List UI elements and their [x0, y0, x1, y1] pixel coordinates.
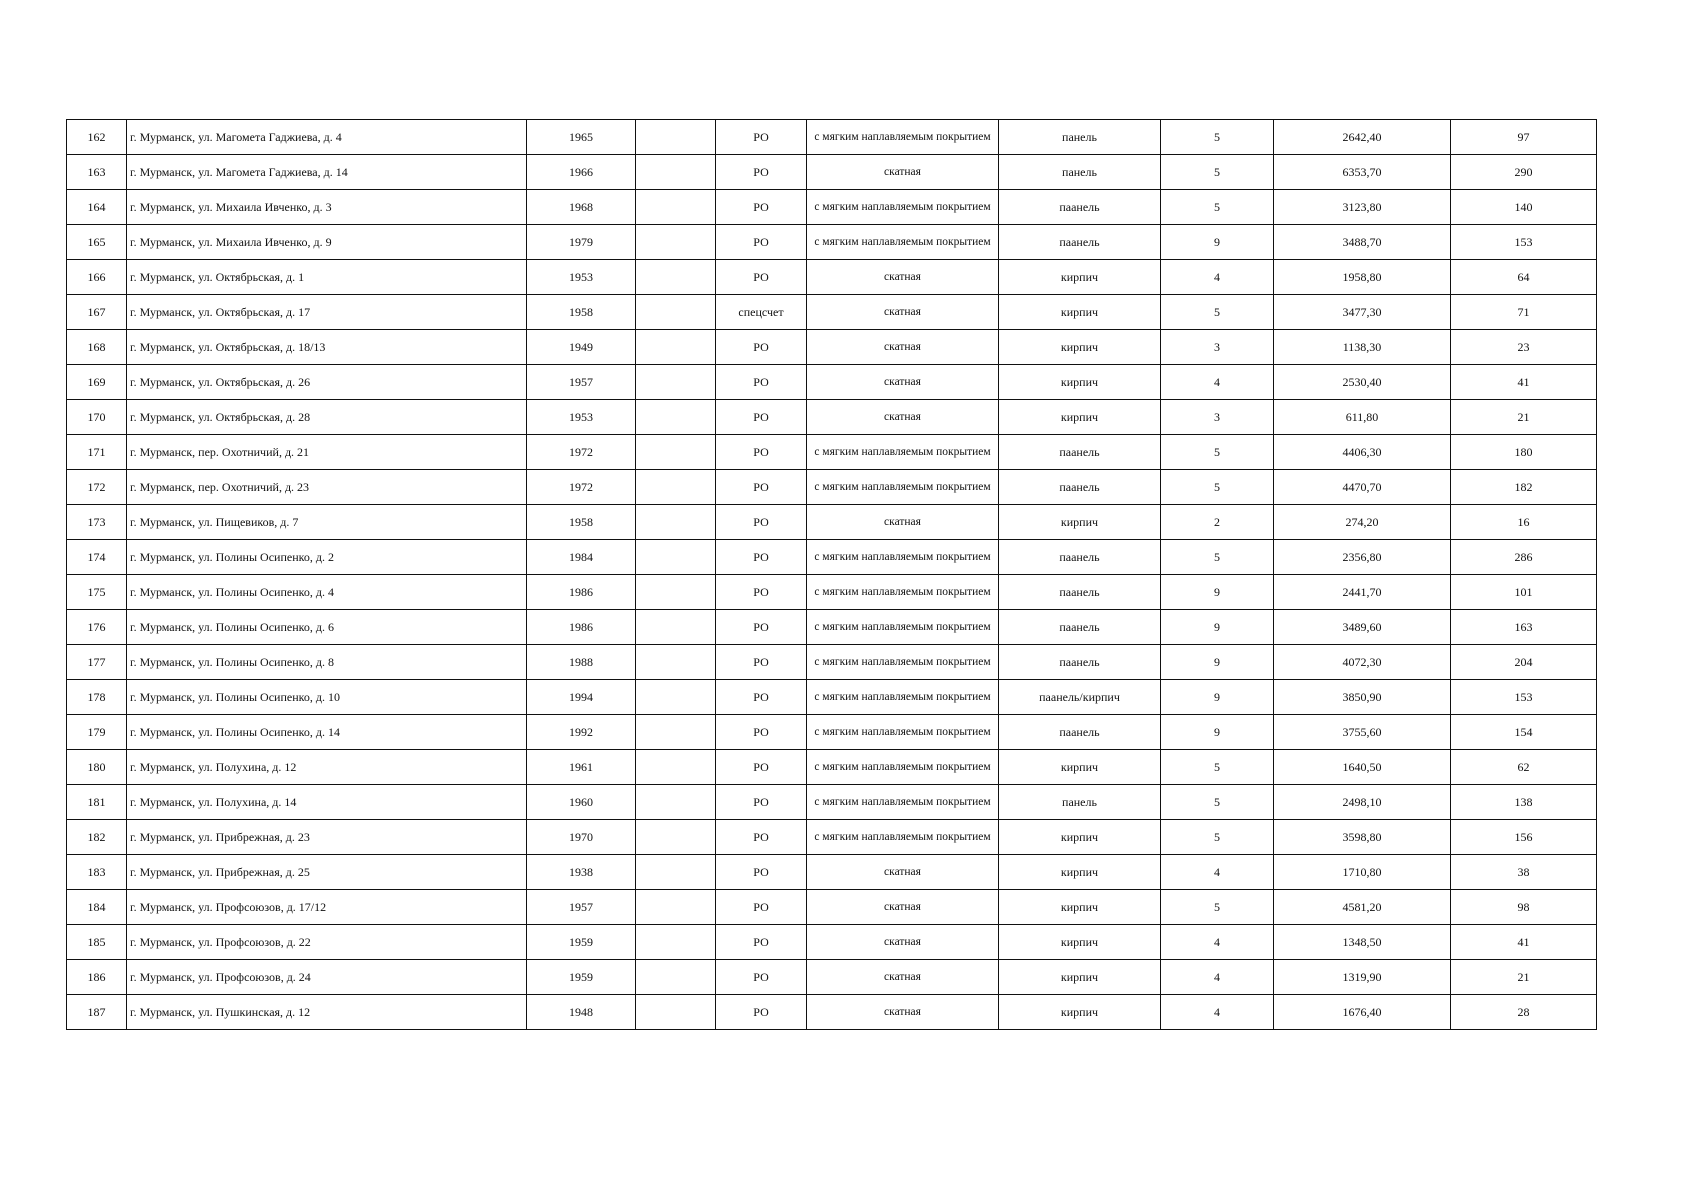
residents-cell: 182 [1451, 470, 1597, 505]
floors-cell: 5 [1161, 820, 1274, 855]
roof-type-cell: с мягким наплавляемым покрытием [807, 610, 999, 645]
empty-cell [636, 785, 716, 820]
area-cell: 3598,80 [1274, 820, 1451, 855]
residents-cell: 38 [1451, 855, 1597, 890]
fund-method-cell: РО [716, 750, 807, 785]
fund-method-cell: РО [716, 505, 807, 540]
roof-type-cell: скатная [807, 855, 999, 890]
wall-material-cell: паанель [999, 470, 1161, 505]
row-number-cell: 175 [67, 575, 127, 610]
floors-cell: 5 [1161, 435, 1274, 470]
residents-cell: 28 [1451, 995, 1597, 1030]
floors-cell: 4 [1161, 960, 1274, 995]
table-row [67, 995, 1597, 1030]
wall-material-cell: паанель [999, 435, 1161, 470]
table-row [67, 365, 1597, 400]
address-cell: г. Мурманск, ул. Полины Осипенко, д. 6 [127, 610, 527, 645]
fund-method-cell: РО [716, 995, 807, 1030]
address-cell: г. Мурманск, пер. Охотничий, д. 21 [127, 435, 527, 470]
table-row [67, 575, 1597, 610]
fund-method-cell: РО [716, 365, 807, 400]
address-cell: г. Мурманск, ул. Полины Осипенко, д. 14 [127, 715, 527, 750]
floors-cell: 4 [1161, 365, 1274, 400]
year-built-cell: 1953 [527, 400, 636, 435]
row-number-cell: 182 [67, 820, 127, 855]
table-row [67, 435, 1597, 470]
address-cell: г. Мурманск, ул. Октябрьская, д. 17 [127, 295, 527, 330]
floors-cell: 5 [1161, 155, 1274, 190]
row-number-cell: 185 [67, 925, 127, 960]
roof-type-cell: скатная [807, 995, 999, 1030]
wall-material-cell: паанель [999, 645, 1161, 680]
fund-method-cell: РО [716, 540, 807, 575]
area-cell: 2498,10 [1274, 785, 1451, 820]
residents-cell: 153 [1451, 225, 1597, 260]
floors-cell: 4 [1161, 995, 1274, 1030]
roof-type-cell: скатная [807, 890, 999, 925]
fund-method-cell: РО [716, 575, 807, 610]
row-number-cell: 176 [67, 610, 127, 645]
year-built-cell: 1979 [527, 225, 636, 260]
residents-cell: 290 [1451, 155, 1597, 190]
wall-material-cell: кирпич [999, 995, 1161, 1030]
fund-method-cell: РО [716, 190, 807, 225]
floors-cell: 9 [1161, 645, 1274, 680]
fund-method-cell: РО [716, 925, 807, 960]
floors-cell: 5 [1161, 295, 1274, 330]
table-row [67, 330, 1597, 365]
empty-cell [636, 610, 716, 645]
residents-cell: 286 [1451, 540, 1597, 575]
roof-type-cell: с мягким наплавляемым покрытием [807, 680, 999, 715]
area-cell: 1676,40 [1274, 995, 1451, 1030]
fund-method-cell: РО [716, 225, 807, 260]
area-cell: 611,80 [1274, 400, 1451, 435]
empty-cell [636, 715, 716, 750]
year-built-cell: 1970 [527, 820, 636, 855]
roof-type-cell: с мягким наплавляемым покрытием [807, 470, 999, 505]
wall-material-cell: паанель [999, 540, 1161, 575]
floors-cell: 4 [1161, 925, 1274, 960]
roof-type-cell: скатная [807, 330, 999, 365]
residents-cell: 98 [1451, 890, 1597, 925]
row-number-cell: 183 [67, 855, 127, 890]
roof-type-cell: скатная [807, 925, 999, 960]
address-cell: г. Мурманск, ул. Профсоюзов, д. 22 [127, 925, 527, 960]
row-number-cell: 163 [67, 155, 127, 190]
area-cell: 4072,30 [1274, 645, 1451, 680]
residents-cell: 97 [1451, 120, 1597, 155]
address-cell: г. Мурманск, ул. Полухина, д. 14 [127, 785, 527, 820]
table-row [67, 470, 1597, 505]
roof-type-cell: скатная [807, 505, 999, 540]
year-built-cell: 1968 [527, 190, 636, 225]
wall-material-cell: кирпич [999, 330, 1161, 365]
residents-cell: 156 [1451, 820, 1597, 855]
table-row [67, 750, 1597, 785]
address-cell: г. Мурманск, ул. Профсоюзов, д. 24 [127, 960, 527, 995]
year-built-cell: 1972 [527, 435, 636, 470]
residents-cell: 21 [1451, 960, 1597, 995]
fund-method-cell: РО [716, 400, 807, 435]
year-built-cell: 1948 [527, 995, 636, 1030]
fund-method-cell: РО [716, 855, 807, 890]
roof-type-cell: с мягким наплавляемым покрытием [807, 435, 999, 470]
row-number-cell: 165 [67, 225, 127, 260]
area-cell: 1710,80 [1274, 855, 1451, 890]
fund-method-cell: РО [716, 260, 807, 295]
table-row [67, 645, 1597, 680]
row-number-cell: 177 [67, 645, 127, 680]
residents-cell: 16 [1451, 505, 1597, 540]
floors-cell: 4 [1161, 260, 1274, 295]
year-built-cell: 1957 [527, 365, 636, 400]
empty-cell [636, 750, 716, 785]
roof-type-cell: скатная [807, 365, 999, 400]
table-row [67, 890, 1597, 925]
table-row [67, 295, 1597, 330]
empty-cell [636, 575, 716, 610]
roof-type-cell: с мягким наплавляемым покрытием [807, 225, 999, 260]
table-row [67, 820, 1597, 855]
residents-cell: 71 [1451, 295, 1597, 330]
area-cell: 2642,40 [1274, 120, 1451, 155]
address-cell: г. Мурманск, ул. Пушкинская, д. 12 [127, 995, 527, 1030]
residents-cell: 62 [1451, 750, 1597, 785]
year-built-cell: 1961 [527, 750, 636, 785]
floors-cell: 5 [1161, 785, 1274, 820]
address-cell: г. Мурманск, ул. Магомета Гаджиева, д. 4 [127, 120, 527, 155]
fund-method-cell: РО [716, 610, 807, 645]
row-number-cell: 172 [67, 470, 127, 505]
residents-cell: 41 [1451, 925, 1597, 960]
fund-method-cell: РО [716, 120, 807, 155]
floors-cell: 3 [1161, 330, 1274, 365]
address-cell: г. Мурманск, ул. Полухина, д. 12 [127, 750, 527, 785]
year-built-cell: 1959 [527, 960, 636, 995]
residents-cell: 101 [1451, 575, 1597, 610]
year-built-cell: 1965 [527, 120, 636, 155]
fund-method-cell: РО [716, 680, 807, 715]
roof-type-cell: с мягким наплавляемым покрытием [807, 540, 999, 575]
row-number-cell: 178 [67, 680, 127, 715]
wall-material-cell: паанель [999, 610, 1161, 645]
floors-cell: 5 [1161, 190, 1274, 225]
residents-cell: 140 [1451, 190, 1597, 225]
row-number-cell: 171 [67, 435, 127, 470]
fund-method-cell: РО [716, 785, 807, 820]
roof-type-cell: с мягким наплавляемым покрытием [807, 575, 999, 610]
empty-cell [636, 330, 716, 365]
area-cell: 1958,80 [1274, 260, 1451, 295]
year-built-cell: 1992 [527, 715, 636, 750]
area-cell: 2530,40 [1274, 365, 1451, 400]
area-cell: 3755,60 [1274, 715, 1451, 750]
address-cell: г. Мурманск, ул. Октябрьская, д. 28 [127, 400, 527, 435]
row-number-cell: 187 [67, 995, 127, 1030]
residents-cell: 138 [1451, 785, 1597, 820]
area-cell: 1640,50 [1274, 750, 1451, 785]
area-cell: 1319,90 [1274, 960, 1451, 995]
empty-cell [636, 890, 716, 925]
year-built-cell: 1986 [527, 610, 636, 645]
area-cell: 3477,30 [1274, 295, 1451, 330]
wall-material-cell: кирпич [999, 890, 1161, 925]
wall-material-cell: паанель [999, 225, 1161, 260]
wall-material-cell: паанель/кирпич [999, 680, 1161, 715]
empty-cell [636, 435, 716, 470]
area-cell: 3488,70 [1274, 225, 1451, 260]
residents-cell: 153 [1451, 680, 1597, 715]
year-built-cell: 1958 [527, 505, 636, 540]
table-row [67, 925, 1597, 960]
wall-material-cell: кирпич [999, 365, 1161, 400]
address-cell: г. Мурманск, ул. Магомета Гаджиева, д. 14 [127, 155, 527, 190]
empty-cell [636, 925, 716, 960]
fund-method-cell: РО [716, 715, 807, 750]
floors-cell: 3 [1161, 400, 1274, 435]
wall-material-cell: кирпич [999, 855, 1161, 890]
year-built-cell: 1958 [527, 295, 636, 330]
wall-material-cell: кирпич [999, 295, 1161, 330]
empty-cell [636, 855, 716, 890]
wall-material-cell: панель [999, 785, 1161, 820]
residents-cell: 23 [1451, 330, 1597, 365]
roof-type-cell: скатная [807, 155, 999, 190]
row-number-cell: 186 [67, 960, 127, 995]
table-row [67, 225, 1597, 260]
empty-cell [636, 645, 716, 680]
roof-type-cell: скатная [807, 400, 999, 435]
wall-material-cell: кирпич [999, 260, 1161, 295]
address-cell: г. Мурманск, ул. Октябрьская, д. 1 [127, 260, 527, 295]
fund-method-cell: РО [716, 330, 807, 365]
roof-type-cell: с мягким наплавляемым покрытием [807, 820, 999, 855]
wall-material-cell: кирпич [999, 750, 1161, 785]
row-number-cell: 169 [67, 365, 127, 400]
floors-cell: 9 [1161, 680, 1274, 715]
fund-method-cell: РО [716, 960, 807, 995]
floors-cell: 5 [1161, 750, 1274, 785]
residents-cell: 64 [1451, 260, 1597, 295]
roof-type-cell: скатная [807, 295, 999, 330]
empty-cell [636, 995, 716, 1030]
year-built-cell: 1994 [527, 680, 636, 715]
table-row [67, 785, 1597, 820]
floors-cell: 5 [1161, 890, 1274, 925]
empty-cell [636, 365, 716, 400]
row-number-cell: 166 [67, 260, 127, 295]
row-number-cell: 173 [67, 505, 127, 540]
housing-registry-table [66, 119, 1597, 1030]
row-number-cell: 170 [67, 400, 127, 435]
wall-material-cell: кирпич [999, 960, 1161, 995]
floors-cell: 2 [1161, 505, 1274, 540]
residents-cell: 180 [1451, 435, 1597, 470]
table-row [67, 610, 1597, 645]
residents-cell: 204 [1451, 645, 1597, 680]
address-cell: г. Мурманск, ул. Октябрьская, д. 18/13 [127, 330, 527, 365]
address-cell: г. Мурманск, ул. Профсоюзов, д. 17/12 [127, 890, 527, 925]
residents-cell: 154 [1451, 715, 1597, 750]
area-cell: 6353,70 [1274, 155, 1451, 190]
address-cell: г. Мурманск, ул. Полины Осипенко, д. 10 [127, 680, 527, 715]
address-cell: г. Мурманск, ул. Пищевиков, д. 7 [127, 505, 527, 540]
area-cell: 3850,90 [1274, 680, 1451, 715]
empty-cell [636, 820, 716, 855]
area-cell: 1138,30 [1274, 330, 1451, 365]
year-built-cell: 1986 [527, 575, 636, 610]
row-number-cell: 180 [67, 750, 127, 785]
area-cell: 2356,80 [1274, 540, 1451, 575]
floors-cell: 5 [1161, 470, 1274, 505]
floors-cell: 9 [1161, 225, 1274, 260]
year-built-cell: 1953 [527, 260, 636, 295]
row-number-cell: 162 [67, 120, 127, 155]
row-number-cell: 164 [67, 190, 127, 225]
roof-type-cell: с мягким наплавляемым покрытием [807, 190, 999, 225]
floors-cell: 5 [1161, 120, 1274, 155]
row-number-cell: 184 [67, 890, 127, 925]
residents-cell: 21 [1451, 400, 1597, 435]
empty-cell [636, 400, 716, 435]
year-built-cell: 1966 [527, 155, 636, 190]
roof-type-cell: с мягким наплавляемым покрытием [807, 645, 999, 680]
year-built-cell: 1972 [527, 470, 636, 505]
area-cell: 3489,60 [1274, 610, 1451, 645]
area-cell: 4470,70 [1274, 470, 1451, 505]
row-number-cell: 168 [67, 330, 127, 365]
table-row [67, 120, 1597, 155]
year-built-cell: 1959 [527, 925, 636, 960]
fund-method-cell: РО [716, 820, 807, 855]
floors-cell: 4 [1161, 855, 1274, 890]
floors-cell: 9 [1161, 715, 1274, 750]
year-built-cell: 1938 [527, 855, 636, 890]
table-row [67, 960, 1597, 995]
table-row [67, 190, 1597, 225]
table-row [67, 155, 1597, 190]
year-built-cell: 1984 [527, 540, 636, 575]
floors-cell: 5 [1161, 540, 1274, 575]
table-row [67, 680, 1597, 715]
fund-method-cell: спецсчет [716, 295, 807, 330]
table-row [67, 400, 1597, 435]
fund-method-cell: РО [716, 890, 807, 925]
wall-material-cell: паанель [999, 575, 1161, 610]
year-built-cell: 1988 [527, 645, 636, 680]
fund-method-cell: РО [716, 435, 807, 470]
address-cell: г. Мурманск, ул. Полины Осипенко, д. 2 [127, 540, 527, 575]
year-built-cell: 1960 [527, 785, 636, 820]
area-cell: 3123,80 [1274, 190, 1451, 225]
row-number-cell: 181 [67, 785, 127, 820]
roof-type-cell: скатная [807, 260, 999, 295]
table-row [67, 260, 1597, 295]
empty-cell [636, 190, 716, 225]
area-cell: 274,20 [1274, 505, 1451, 540]
row-number-cell: 167 [67, 295, 127, 330]
wall-material-cell: паанель [999, 715, 1161, 750]
empty-cell [636, 505, 716, 540]
address-cell: г. Мурманск, ул. Октябрьская, д. 26 [127, 365, 527, 400]
empty-cell [636, 260, 716, 295]
table-row [67, 540, 1597, 575]
address-cell: г. Мурманск, ул. Михаила Ивченко, д. 3 [127, 190, 527, 225]
residents-cell: 163 [1451, 610, 1597, 645]
wall-material-cell: кирпич [999, 820, 1161, 855]
empty-cell [636, 295, 716, 330]
area-cell: 4581,20 [1274, 890, 1451, 925]
wall-material-cell: панель [999, 155, 1161, 190]
roof-type-cell: с мягким наплавляемым покрытием [807, 715, 999, 750]
empty-cell [636, 680, 716, 715]
wall-material-cell: кирпич [999, 505, 1161, 540]
wall-material-cell: панель [999, 120, 1161, 155]
table-row [67, 505, 1597, 540]
empty-cell [636, 155, 716, 190]
area-cell: 2441,70 [1274, 575, 1451, 610]
roof-type-cell: с мягким наплавляемым покрытием [807, 750, 999, 785]
table-row [67, 855, 1597, 890]
floors-cell: 9 [1161, 610, 1274, 645]
empty-cell [636, 225, 716, 260]
empty-cell [636, 120, 716, 155]
table-row [67, 715, 1597, 750]
residents-cell: 41 [1451, 365, 1597, 400]
address-cell: г. Мурманск, ул. Полины Осипенко, д. 8 [127, 645, 527, 680]
empty-cell [636, 960, 716, 995]
address-cell: г. Мурманск, ул. Михаила Ивченко, д. 9 [127, 225, 527, 260]
roof-type-cell: с мягким наплавляемым покрытием [807, 120, 999, 155]
area-cell: 1348,50 [1274, 925, 1451, 960]
address-cell: г. Мурманск, ул. Полины Осипенко, д. 4 [127, 575, 527, 610]
fund-method-cell: РО [716, 470, 807, 505]
row-number-cell: 174 [67, 540, 127, 575]
address-cell: г. Мурманск, пер. Охотничий, д. 23 [127, 470, 527, 505]
empty-cell [636, 470, 716, 505]
wall-material-cell: кирпич [999, 400, 1161, 435]
address-cell: г. Мурманск, ул. Прибрежная, д. 23 [127, 820, 527, 855]
year-built-cell: 1949 [527, 330, 636, 365]
area-cell: 4406,30 [1274, 435, 1451, 470]
floors-cell: 9 [1161, 575, 1274, 610]
wall-material-cell: паанель [999, 190, 1161, 225]
empty-cell [636, 540, 716, 575]
year-built-cell: 1957 [527, 890, 636, 925]
table-body [67, 120, 1597, 1030]
row-number-cell: 179 [67, 715, 127, 750]
fund-method-cell: РО [716, 155, 807, 190]
roof-type-cell: скатная [807, 960, 999, 995]
fund-method-cell: РО [716, 645, 807, 680]
roof-type-cell: с мягким наплавляемым покрытием [807, 785, 999, 820]
wall-material-cell: кирпич [999, 925, 1161, 960]
address-cell: г. Мурманск, ул. Прибрежная, д. 25 [127, 855, 527, 890]
